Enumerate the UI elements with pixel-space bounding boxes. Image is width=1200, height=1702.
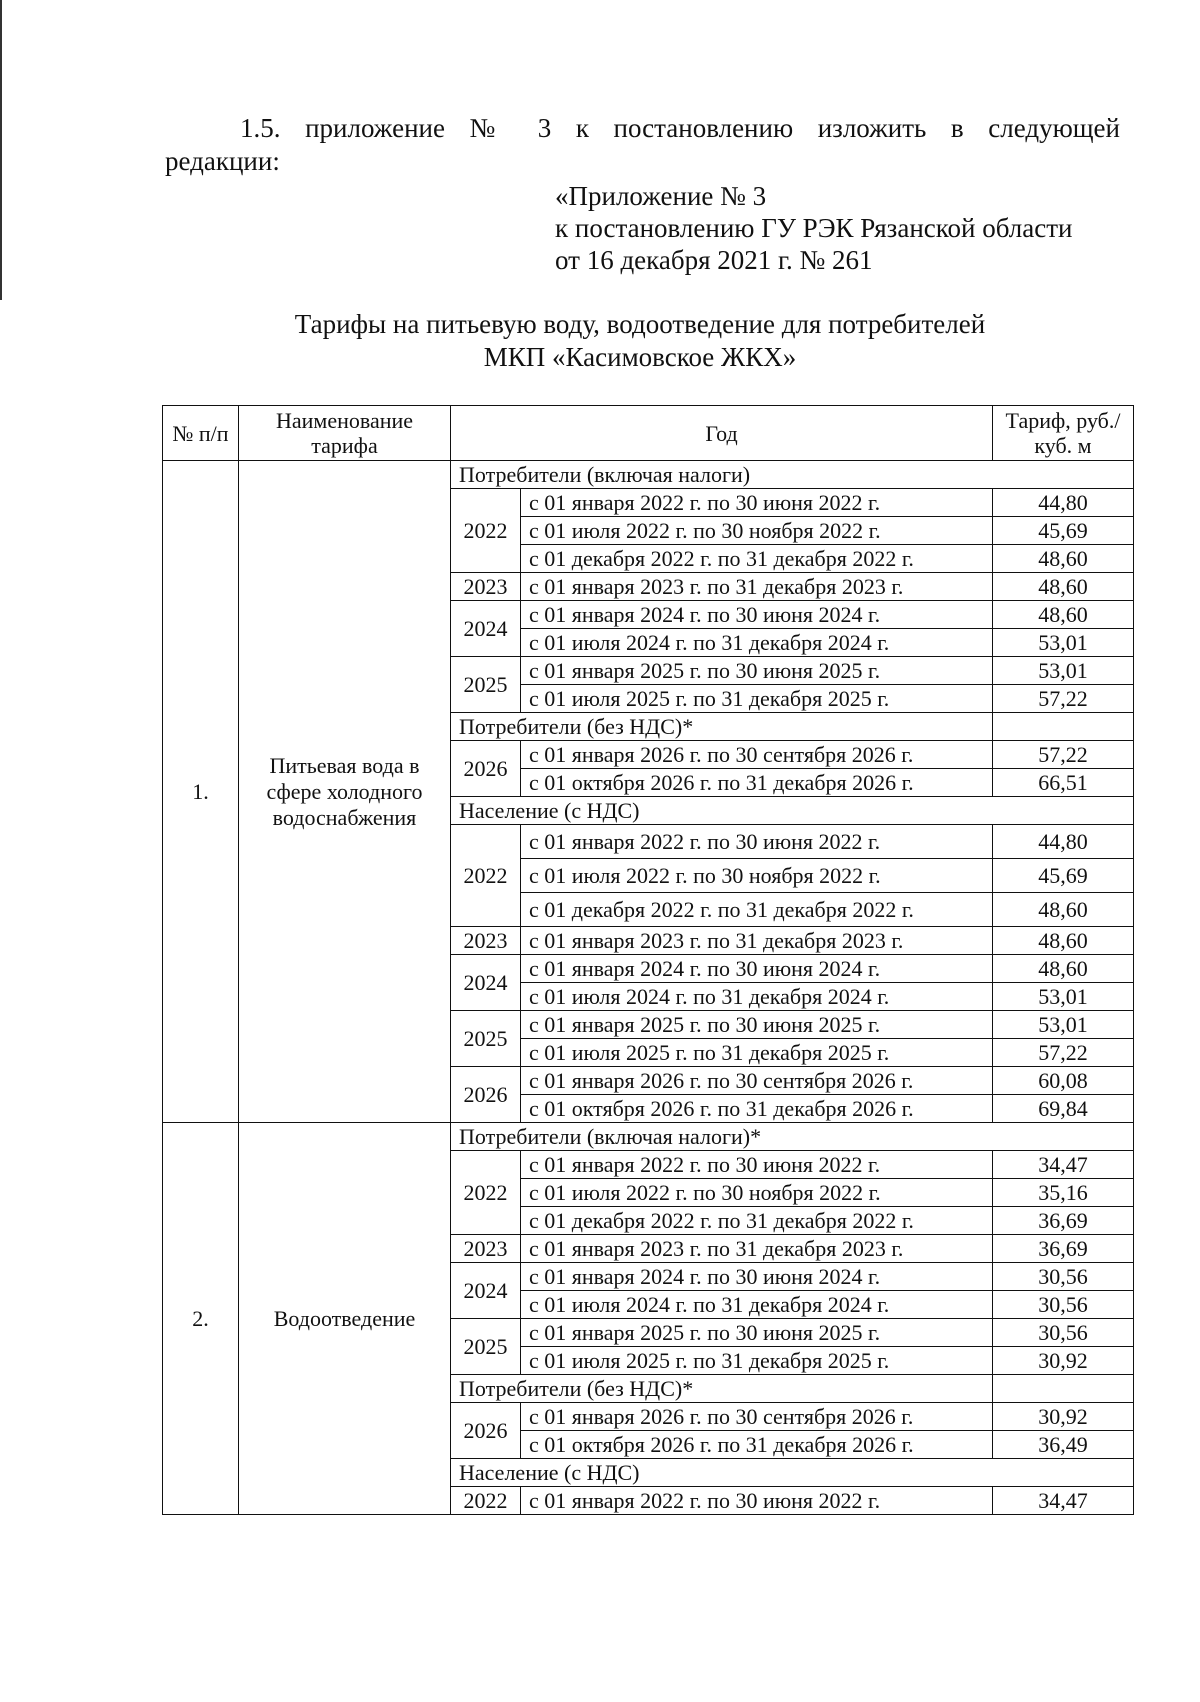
category-row (163, 1123, 1134, 1151)
tariff-value-cell: 48,60 (993, 573, 1134, 601)
tariff-table-body (163, 461, 1134, 1515)
period-cell: с 01 декабря 2022 г. по 31 декабря 2022 г. (521, 545, 993, 573)
period-cell: с 01 октября 2026 г. по 31 декабря 2026 г. (521, 1095, 993, 1123)
category-label: Потребители (без НДС)* (451, 1375, 993, 1403)
tariff-value-cell: 48,60 (993, 955, 1134, 983)
year-cell: 2026 (451, 1067, 521, 1123)
year-cell: 2026 (451, 1403, 521, 1459)
tariff-value-cell: 53,01 (993, 629, 1134, 657)
period-cell: с 01 января 2022 г. по 30 июня 2022 г. (521, 825, 993, 859)
appendix-line-2: к постановлению ГУ РЭК Рязанской области (555, 213, 1073, 243)
year-cell: 2026 (451, 741, 521, 797)
period-cell: с 01 января 2026 г. по 30 сентября 2026 г. (521, 741, 993, 769)
period-cell: с 01 января 2025 г. по 30 июня 2025 г. (521, 1011, 993, 1039)
tariff-table (162, 405, 1134, 1515)
period-cell: с 01 января 2023 г. по 31 декабря 2023 г. (521, 1235, 993, 1263)
tariff-value-cell: 45,69 (993, 517, 1134, 545)
appendix-block (555, 180, 1175, 276)
tariff-value-cell: 57,22 (993, 685, 1134, 713)
period-cell: с 01 января 2024 г. по 30 июня 2024 г. (521, 601, 993, 629)
period-cell: с 01 июля 2024 г. по 31 декабря 2024 г. (521, 1291, 993, 1319)
tariff-value-cell: 44,80 (993, 489, 1134, 517)
category-empty-cell (993, 713, 1134, 741)
tariff-value-cell: 45,69 (993, 859, 1134, 893)
period-cell: с 01 января 2022 г. по 30 июня 2022 г. (521, 1151, 993, 1179)
period-cell: с 01 июля 2025 г. по 31 декабря 2025 г. (521, 1347, 993, 1375)
tariff-value-cell: 30,92 (993, 1347, 1134, 1375)
year-cell: 2024 (451, 955, 521, 1011)
year-cell: 2025 (451, 657, 521, 713)
category-empty-cell (993, 1375, 1134, 1403)
tariff-value-cell: 36,69 (993, 1235, 1134, 1263)
tariff-value-cell: 35,16 (993, 1179, 1134, 1207)
year-cell: 2022 (451, 1151, 521, 1235)
header-year: Год (451, 406, 993, 461)
header-tariff: Тариф, руб./куб. м (993, 406, 1134, 461)
year-cell: 2025 (451, 1011, 521, 1067)
year-cell: 2022 (451, 1487, 521, 1515)
period-cell: с 01 июля 2022 г. по 30 ноября 2022 г. (521, 517, 993, 545)
period-cell: с 01 января 2026 г. по 30 сентября 2026 г. (521, 1403, 993, 1431)
period-cell: с 01 декабря 2022 г. по 31 декабря 2022 г. (521, 1207, 993, 1235)
appendix-line-3: от 16 декабря 2021 г. № 261 (555, 245, 873, 275)
tariff-value-cell: 34,47 (993, 1151, 1134, 1179)
section-number: 1. (163, 461, 239, 1123)
tariff-value-cell: 48,60 (993, 601, 1134, 629)
year-cell: 2023 (451, 573, 521, 601)
year-cell: 2023 (451, 1235, 521, 1263)
tariff-value-cell: 48,60 (993, 545, 1134, 573)
tariff-value-cell: 57,22 (993, 1039, 1134, 1067)
tariff-value-cell: 53,01 (993, 657, 1134, 685)
period-cell: с 01 января 2024 г. по 30 июня 2024 г. (521, 1263, 993, 1291)
tariff-value-cell: 53,01 (993, 983, 1134, 1011)
category-label: Население (с НДС) (451, 1459, 1134, 1487)
section-name: Водоотведение (239, 1123, 451, 1515)
tariff-value-cell: 48,60 (993, 927, 1134, 955)
tariff-value-cell: 30,92 (993, 1403, 1134, 1431)
table-header-row (163, 406, 1134, 461)
intro-line-1: 1.5. приложение № 3 к постановлению изложить в следующей (240, 113, 1120, 143)
year-cell: 2024 (451, 601, 521, 657)
tariff-value-cell: 30,56 (993, 1319, 1134, 1347)
intro-line-2: редакции: (165, 146, 280, 176)
period-cell: с 01 января 2023 г. по 31 декабря 2023 г. (521, 573, 993, 601)
title-line-1: Тарифы на питьевую воду, водоотведение для потребителей (294, 309, 986, 339)
year-cell: 2022 (451, 489, 521, 573)
header-num: № п/п (163, 406, 239, 461)
year-cell: 2024 (451, 1263, 521, 1319)
document-title (160, 308, 1120, 374)
period-cell: с 01 июля 2022 г. по 30 ноября 2022 г. (521, 859, 993, 893)
appendix-line-1: «Приложение № 3 (555, 181, 767, 211)
section-number: 2. (163, 1123, 239, 1515)
title-line-2: МКП «Касимовское ЖКХ» (483, 342, 797, 372)
intro-paragraph (165, 112, 1120, 178)
category-row (163, 461, 1134, 489)
period-cell: с 01 июля 2025 г. по 31 декабря 2025 г. (521, 685, 993, 713)
tariff-value-cell: 30,56 (993, 1263, 1134, 1291)
year-cell: 2025 (451, 1319, 521, 1375)
period-cell: с 01 июля 2022 г. по 30 ноября 2022 г. (521, 1179, 993, 1207)
tariff-value-cell: 48,60 (993, 893, 1134, 927)
period-cell: с 01 января 2024 г. по 30 июня 2024 г. (521, 955, 993, 983)
header-name: Наименование тарифа (239, 406, 451, 461)
category-label: Потребители (включая налоги)* (451, 1123, 1134, 1151)
tariff-value-cell: 69,84 (993, 1095, 1134, 1123)
period-cell: с 01 января 2026 г. по 30 сентября 2026 г. (521, 1067, 993, 1095)
period-cell: с 01 июля 2024 г. по 31 декабря 2024 г. (521, 983, 993, 1011)
tariff-value-cell: 44,80 (993, 825, 1134, 859)
year-cell: 2023 (451, 927, 521, 955)
tariff-value-cell: 57,22 (993, 741, 1134, 769)
period-cell: с 01 января 2025 г. по 30 июня 2025 г. (521, 1319, 993, 1347)
period-cell: с 01 января 2022 г. по 30 июня 2022 г. (521, 1487, 993, 1515)
section-name: Питьевая вода в сфере холодного водоснабжения (239, 461, 451, 1123)
category-label: Население (с НДС) (451, 797, 1134, 825)
period-cell: с 01 января 2023 г. по 31 декабря 2023 г. (521, 927, 993, 955)
tariff-value-cell: 36,49 (993, 1431, 1134, 1459)
period-cell: с 01 июля 2025 г. по 31 декабря 2025 г. (521, 1039, 993, 1067)
category-label: Потребители (включая налоги) (451, 461, 1134, 489)
period-cell: с 01 января 2025 г. по 30 июня 2025 г. (521, 657, 993, 685)
tariff-value-cell: 60,08 (993, 1067, 1134, 1095)
page-edge-line (0, 0, 2, 300)
period-cell: с 01 июля 2024 г. по 31 декабря 2024 г. (521, 629, 993, 657)
year-cell: 2022 (451, 825, 521, 927)
period-cell: с 01 декабря 2022 г. по 31 декабря 2022 г. (521, 893, 993, 927)
category-label: Потребители (без НДС)* (451, 713, 993, 741)
period-cell: с 01 октября 2026 г. по 31 декабря 2026 г. (521, 1431, 993, 1459)
tariff-value-cell: 30,56 (993, 1291, 1134, 1319)
period-cell: с 01 октября 2026 г. по 31 декабря 2026 г. (521, 769, 993, 797)
tariff-value-cell: 34,47 (993, 1487, 1134, 1515)
tariff-value-cell: 36,69 (993, 1207, 1134, 1235)
period-cell: с 01 января 2022 г. по 30 июня 2022 г. (521, 489, 993, 517)
tariff-value-cell: 53,01 (993, 1011, 1134, 1039)
tariff-value-cell: 66,51 (993, 769, 1134, 797)
